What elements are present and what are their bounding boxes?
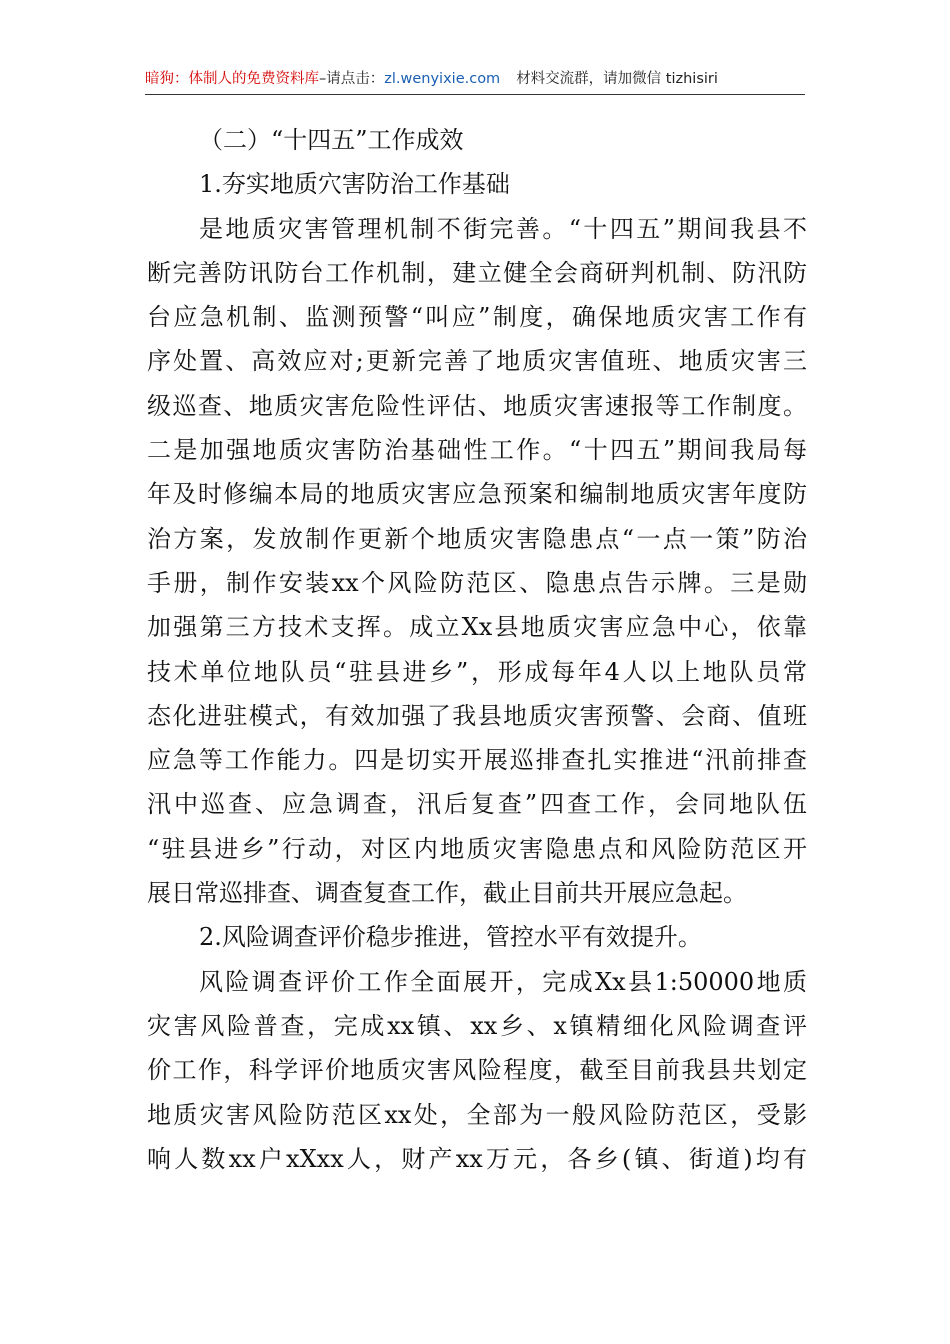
header-link[interactable]: zl.wenyixie.com bbox=[384, 71, 501, 87]
header-contact: 材料交流群，请加微信 tizhisiri bbox=[516, 71, 718, 87]
header-brand: 暗狗：体制人的免费资料库 bbox=[145, 71, 319, 87]
paragraph-line: 级巡查、地质灾害危险性评估、地质灾害速报等工作制度。 bbox=[147, 391, 807, 420]
paragraph-line: 加强第三方技术支挥。成立Xx县地质灾害应急中心，依靠 bbox=[147, 613, 807, 642]
paragraph-line: 态化进驻模式，有效加强了我县地质灾害预警、会商、值班 bbox=[147, 701, 807, 730]
page-header bbox=[145, 64, 805, 95]
header-prompt: –请点击： bbox=[319, 71, 385, 87]
paragraph-line: 断完善防讯防台工作机制，建立健全会商研判机制、防汛防 bbox=[147, 258, 807, 287]
paragraph-line: 年及时修编本局的地质灾害应急预案和编制地质灾害年度防 bbox=[147, 480, 807, 509]
paragraph-line: 二是加强地质灾害防治基础性工作。“十四五”期间我局每 bbox=[147, 436, 807, 465]
paragraph-line: 风险调查评价工作全面展开，完成Xx县1:50000地质 bbox=[199, 967, 807, 996]
paragraph-line: 地质灾害风险防范区xx处，全部为一般风险防范区，受影 bbox=[147, 1100, 807, 1129]
subsection-heading-2: 2.风险调查评价稳步推进，管控水平有效提升。 bbox=[199, 923, 702, 952]
paragraph-line: 响人数xx户xXxx人，财产xx万元，各乡(镇、街道)均有 bbox=[147, 1144, 807, 1173]
section-heading: （二）“十四五”工作成效 bbox=[199, 126, 464, 154]
subsection-heading-1: 1.夯实地质穴害防治工作基础 bbox=[199, 170, 510, 199]
paragraph-line: 台应急机制、监测预警“叫应”制度，确保地质灾害工作有 bbox=[147, 303, 807, 332]
paragraph-line: 是地质灾害管理机制不街完善。“十四五”期间我县不 bbox=[199, 214, 807, 243]
paragraph-line: 治方案，发放制作更新个地质灾害隐患点“一点一策”防治 bbox=[147, 524, 807, 553]
paragraph-line: 汛中巡查、应急调查，汛后复查”四查工作，会同地队伍 bbox=[147, 790, 807, 819]
paragraph-2 bbox=[147, 960, 807, 1181]
paragraph-line: 技术单位地队员“驻县进乡”，形成每年4人以上地队员常 bbox=[147, 657, 807, 686]
paragraph-1 bbox=[147, 207, 807, 916]
paragraph-line: “驻县进乡”行动，对区内地质灾害隐患点和风险防范区开 bbox=[147, 834, 807, 863]
paragraph-line: 价工作，科学评价地质灾害风险程度，截至目前我县共划定 bbox=[147, 1056, 807, 1085]
paragraph-line: 灾害风险普查，完成xx镇、xx乡、x镇精细化风险调查评 bbox=[147, 1011, 807, 1040]
paragraph-line: 应急等工作能力。四是切实开展巡排查扎实推进“汛前排查 bbox=[147, 746, 807, 775]
paragraph-line: 展日常巡排查、调查复查工作，截止目前共开展应急起。 bbox=[147, 879, 747, 908]
document-body bbox=[147, 118, 807, 1181]
paragraph-line: 序处置、高效应对;更新完善了地质灾害值班、地质灾害三 bbox=[147, 347, 807, 376]
paragraph-line: 手册，制作安装xx个风险防范区、隐患点告示牌。三是勋 bbox=[147, 568, 807, 597]
